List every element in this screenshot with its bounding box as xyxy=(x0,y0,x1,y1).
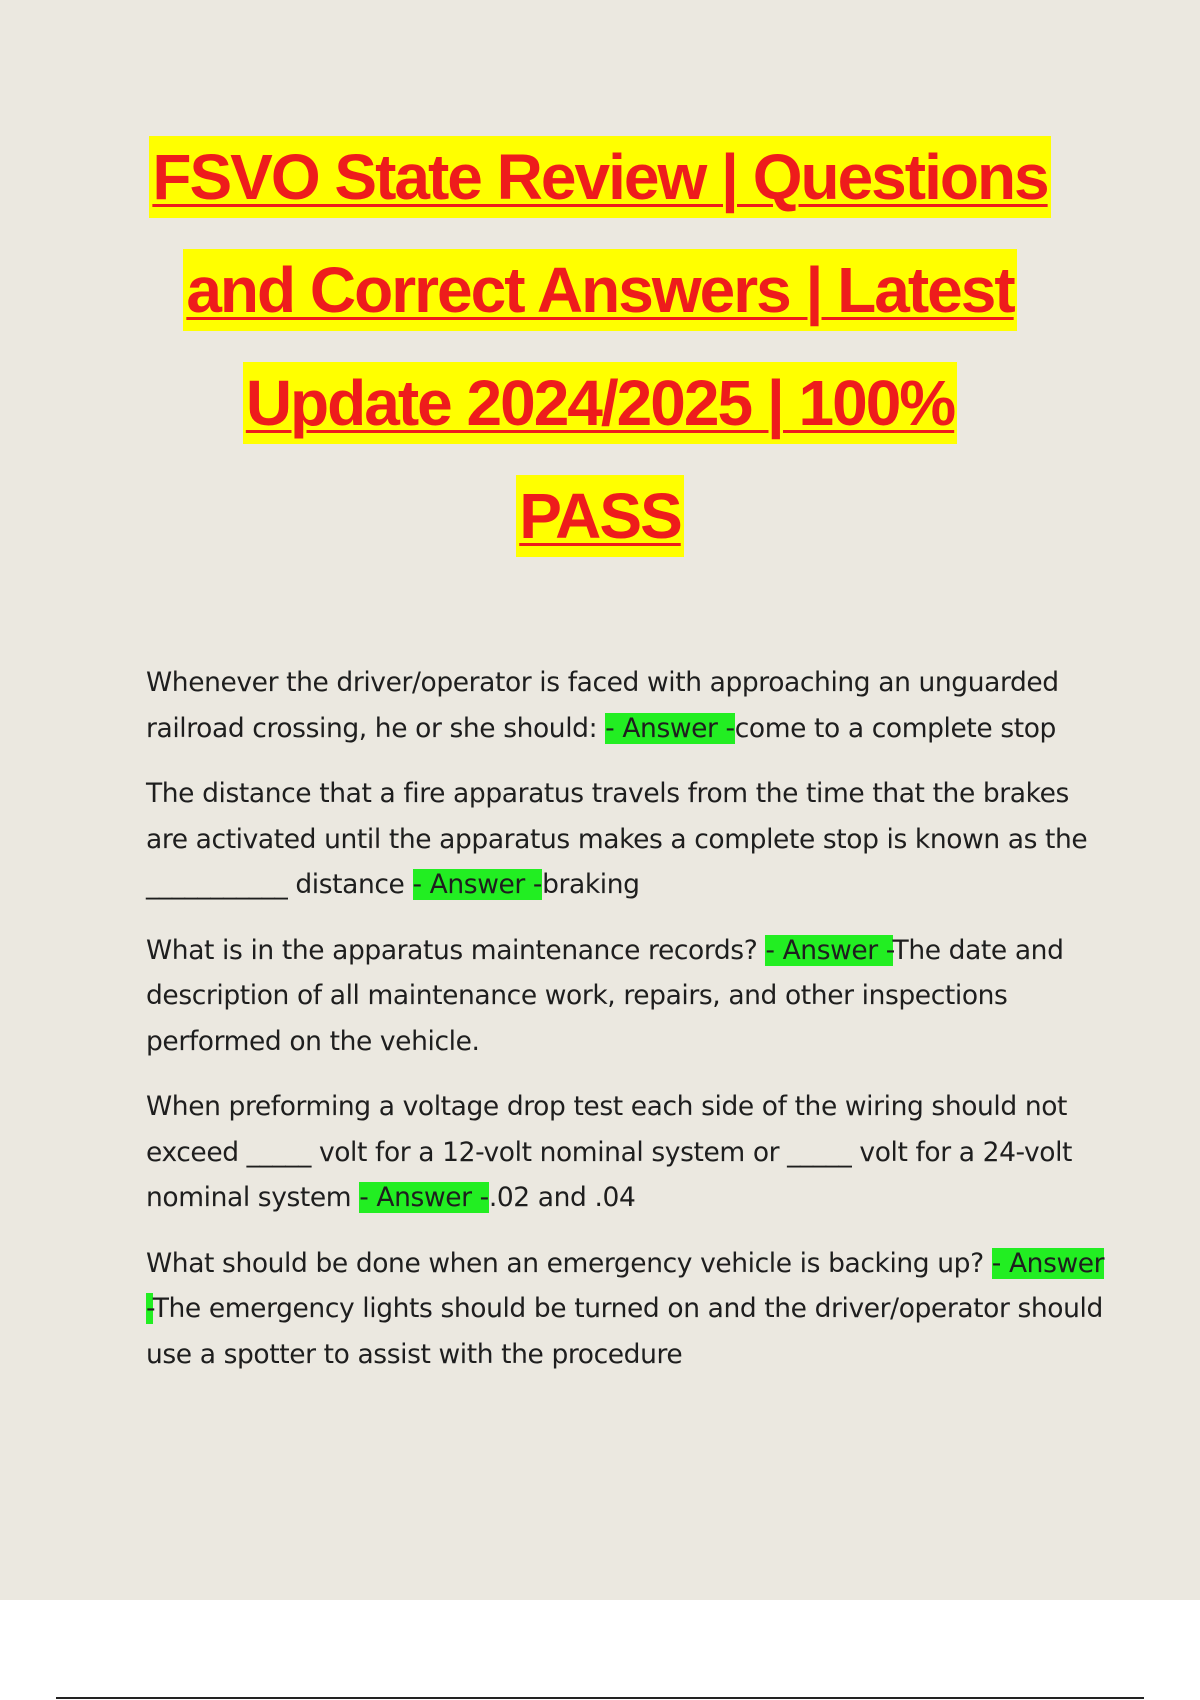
qa-item-1 xyxy=(146,660,1106,751)
question-text: Whenever the driver/operator is faced with approaching an unguarded railroad crossing, he or she should: xyxy=(146,667,1059,744)
title-line-4: PASS xyxy=(516,475,684,557)
answer-text: come to a complete stop xyxy=(734,712,1056,744)
question-text: The distance that a fire apparatus travels from the time that the brakes are activated until the apparatus makes a complete stop is known as the ___________ distance xyxy=(146,778,1088,900)
answer-marker: - Answer - xyxy=(359,1182,489,1213)
question-text: What is in the apparatus maintenance records? xyxy=(146,934,766,966)
document-title xyxy=(100,136,1100,588)
page-divider xyxy=(56,1697,1144,1699)
answer-text: .02 and .04 xyxy=(488,1182,636,1213)
qa-item-3 xyxy=(146,928,1106,1065)
qa-item-2 xyxy=(146,771,1106,908)
title-line-3: Update 2024/2025 | 100% xyxy=(243,362,957,444)
question-text: What should be done when an emergency vehicle is backing up? xyxy=(146,1247,992,1279)
title-line-1: FSVO State Review | Questions xyxy=(149,136,1050,218)
answer-marker: - Answer - xyxy=(146,1247,1105,1324)
answer-text: braking xyxy=(542,869,640,900)
title-line-2: and Correct Answers | Latest xyxy=(183,249,1016,331)
question-list xyxy=(146,660,1106,1397)
answer-marker: - Answer - xyxy=(765,934,893,966)
question-text: When preforming a voltage drop test each side of the wiring should not exceed _____ volt for a 12-volt nominal system or _____ volt for a 24-volt nominal system xyxy=(146,1091,1073,1213)
answer-marker: - Answer - xyxy=(412,869,543,900)
answer-text: The emergency lights should be turned on and the driver/operator should use a spotter to assist with the procedure xyxy=(146,1293,1103,1370)
answer-marker: - Answer - xyxy=(605,712,735,744)
answer-text: The date and description of all maintenance work, repairs, and other inspections performed on the vehicle. xyxy=(146,934,1064,1057)
qa-item-4 xyxy=(146,1084,1106,1221)
qa-item-5 xyxy=(146,1241,1106,1378)
